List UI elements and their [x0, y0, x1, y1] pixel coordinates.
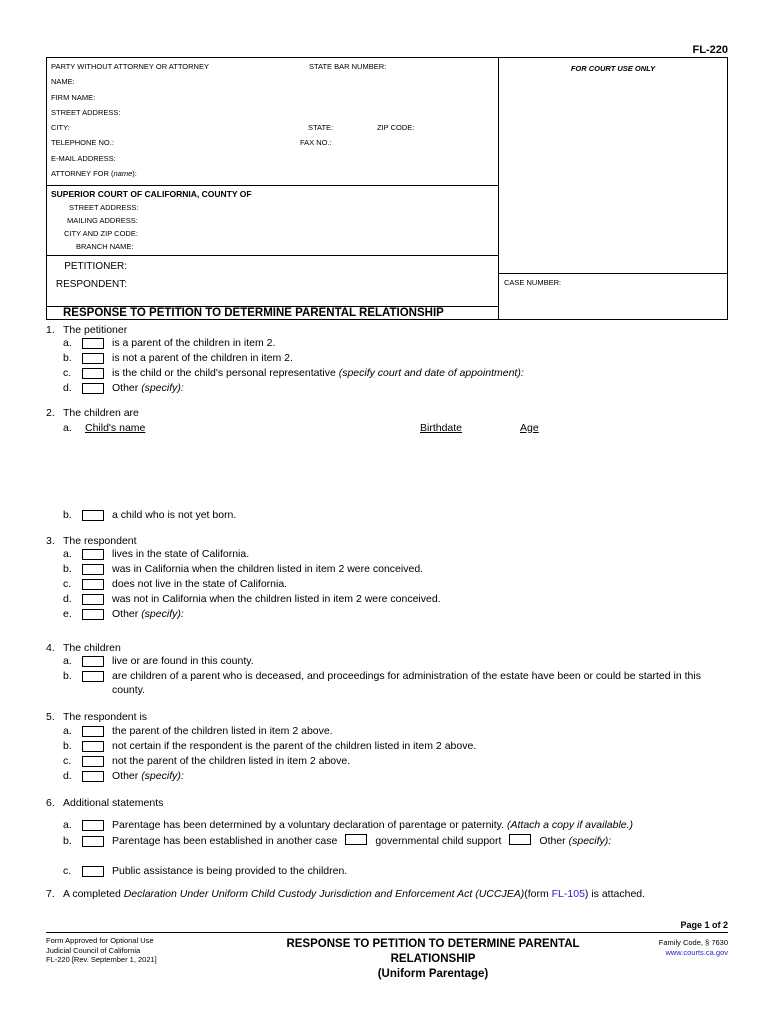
option-6b-text2: governmental child support: [375, 835, 502, 847]
court-use-only-cell: [499, 58, 727, 273]
option-5d-letter: d.: [63, 769, 72, 782]
option-1a-letter: a.: [63, 337, 72, 349]
item-4-number: 4.: [46, 641, 55, 654]
city-state-zip-field[interactable]: [51, 123, 494, 138]
option-4b-row: [63, 670, 728, 697]
checkbox-1d[interactable]: [82, 383, 104, 394]
phone-fax-field[interactable]: [51, 138, 494, 153]
age-column-header: Age: [520, 421, 539, 434]
option-4a-letter: a.: [63, 655, 72, 667]
option-3e-letter: e.: [63, 608, 72, 620]
option-6b-row: [63, 834, 728, 849]
court-branch-field[interactable]: [51, 242, 494, 255]
option-5a-text: the parent of the children listed in item 2 above.: [112, 724, 333, 737]
option-3d-text: was not in California when the children listed in item 2 were conceived.: [112, 593, 441, 605]
form-number-label: FL-220: [692, 44, 728, 56]
item-6-additional-statements: [46, 797, 728, 878]
court-use-only-label: FOR COURT USE ONLY: [570, 64, 656, 73]
children-table-header: [63, 422, 728, 436]
birthdate-column-header: Birthdate: [420, 421, 463, 434]
item-7-post: ) is attached.: [584, 888, 646, 900]
option-4b-text: are children of a parent who is deceased, and proceedings for administration of the estate have been or could be started in this county.: [112, 670, 701, 696]
option-1d-row: [63, 382, 728, 396]
option-1c-row: [63, 367, 728, 381]
attorney-line-1: [51, 62, 494, 77]
footer-divider: [46, 932, 728, 933]
option-5d-text: Other (specify):: [112, 769, 184, 782]
child-name-column-header: Child's name: [85, 421, 146, 434]
option-1c-letter: c.: [63, 367, 72, 379]
item-3-number: 3.: [46, 534, 55, 547]
item-1-number: 1.: [46, 323, 55, 336]
item-6-heading: [46, 797, 728, 809]
footer-reference-block: [610, 936, 728, 982]
footer-code-reference: Family Code, § 7630: [658, 938, 728, 947]
checkbox-6a[interactable]: [82, 820, 104, 831]
option-3b-row: [63, 563, 728, 577]
checkbox-2b[interactable]: [82, 510, 104, 521]
option-5b-row: [63, 740, 728, 754]
checkbox-1b[interactable]: [82, 353, 104, 364]
option-3a-letter: a.: [63, 548, 72, 560]
footer-title-block: [256, 936, 610, 982]
item-5-number: 5.: [46, 711, 55, 723]
option-5d-row: [63, 770, 728, 784]
option-6b-letter: b.: [63, 834, 72, 847]
city-label: CITY:: [51, 123, 70, 133]
item-5-label: The respondent is: [63, 711, 148, 723]
option-3e-text: Other (specify):: [112, 608, 184, 620]
checkbox-6b-other[interactable]: [509, 834, 531, 845]
option-2b-row: [63, 509, 728, 523]
court-branch-label: BRANCH NAME:: [76, 241, 134, 251]
court-street-label: STREET ADDRESS:: [69, 202, 139, 212]
option-1a-row: [63, 337, 728, 351]
checkbox-5d[interactable]: [82, 771, 104, 782]
item-3-respondent: [46, 535, 728, 622]
option-1d-letter: d.: [63, 382, 72, 394]
attorney-for-field[interactable]: [51, 169, 494, 184]
respondent-field[interactable]: [47, 279, 498, 297]
case-number-label: CASE NUMBER:: [504, 278, 562, 287]
form-content: [46, 44, 728, 982]
option-6a-text: Parentage has been determined by a voluntary declaration of parentage or paternity. (Attach a copy if available.): [112, 819, 634, 831]
checkbox-4b[interactable]: [82, 671, 104, 682]
option-1d-text: Other (specify):: [112, 382, 184, 394]
option-1b-letter: b.: [63, 352, 72, 364]
item-7-mid: (form: [524, 888, 552, 900]
form-footer: [46, 936, 728, 982]
option-3c-text: does not live in the state of California.: [112, 578, 288, 590]
caption-left-column: [47, 58, 499, 319]
street-address-field[interactable]: [51, 108, 494, 123]
petitioner-label: PETITIONER:: [64, 261, 127, 272]
option-5a-row: [63, 725, 728, 739]
option-3d-row: [63, 593, 728, 607]
form-title-block: [47, 307, 498, 319]
state-label: STATE:: [308, 123, 334, 133]
fax-label: FAX NO.:: [300, 138, 332, 148]
option-5b-text: not certain if the respondent is the parent of the children listed in item 2 above.: [112, 739, 477, 752]
checkbox-3d[interactable]: [82, 594, 104, 605]
option-3e-italic: (specify):: [141, 608, 184, 620]
form-title: RESPONSE TO PETITION TO DETERMINE PARENTAL RELATIONSHIP: [63, 306, 444, 319]
option-5d-italic: (specify):: [141, 769, 184, 782]
option-6b-text: Parentage has been established in another case governmental child support Other (specify):: [112, 835, 612, 847]
option-1b-row: [63, 352, 728, 366]
fl-105-link[interactable]: FL-105: [551, 888, 585, 900]
option-3c-row: [63, 578, 728, 592]
option-1b-text: is not a parent of the children in item 2.: [112, 352, 293, 364]
petitioner-field[interactable]: [47, 261, 498, 279]
firm-name-label: FIRM NAME:: [51, 92, 96, 102]
case-number-field[interactable]: [499, 273, 727, 319]
court-street-field[interactable]: [51, 203, 494, 216]
checkbox-5a[interactable]: [82, 726, 104, 737]
party-without-attorney-label: PARTY WITHOUT ATTORNEY OR ATTORNEY: [51, 62, 209, 71]
footer-approval-block: [46, 936, 256, 982]
item-4-heading: [46, 642, 728, 654]
checkbox-5c[interactable]: [82, 756, 104, 767]
court-info-block: [47, 186, 498, 257]
option-1c-italic: (specify court and date of appointment):: [338, 367, 524, 379]
option-2b-text: a child who is not yet born.: [112, 509, 237, 521]
option-2a-letter: a.: [63, 421, 72, 434]
item-2-label: The children are: [63, 406, 139, 419]
item-5-respondent-is: [46, 711, 728, 783]
respondent-label: RESPONDENT:: [55, 279, 127, 290]
option-6c-text: Public assistance is being provided to the children.: [112, 864, 348, 877]
footer-title-line1: RESPONSE TO PETITION TO DETERMINE PARENTAL RELATIONSHIP: [286, 938, 580, 965]
item-6-label: Additional statements: [63, 797, 164, 809]
attorney-info-block: [47, 58, 498, 186]
item-4-children-county: [46, 642, 728, 698]
item-2-number: 2.: [46, 406, 55, 419]
option-3a-row: [63, 548, 728, 562]
item-1-label: The petitioner: [63, 323, 128, 336]
item-5-heading: [46, 711, 728, 723]
option-4b-letter: b.: [63, 670, 72, 682]
item-6-number: 6.: [46, 797, 55, 809]
item-3-label: The respondent: [63, 534, 137, 547]
option-6a-row: [63, 819, 728, 833]
option-1c-text: is the child or the child's personal representative (specify court and date of appointment):: [112, 367, 524, 379]
option-3b-text: was in California when the children listed in item 2 were conceived.: [112, 563, 424, 575]
party-names-block: [47, 256, 498, 307]
caption-right-column: [499, 58, 727, 319]
attorney-for-label-post: ):: [132, 169, 137, 179]
item-7-text: A completed Declaration Under Uniform Child Custody Jurisdiction and Enforcement Act (UCCJEA)(form FL-105) is attached.: [63, 888, 646, 900]
item-3-heading: [46, 535, 728, 547]
item-1-heading: [46, 324, 728, 336]
option-3a-text: lives in the state of California.: [112, 548, 250, 560]
item-2-heading: [46, 407, 728, 419]
checkbox-6b[interactable]: [82, 836, 104, 847]
option-6c-row: [63, 865, 728, 879]
option-3e-row: [63, 608, 728, 622]
item-7-uccjea: [46, 888, 728, 900]
footer-title-line2: (Uniform Parentage): [377, 968, 489, 980]
zip-code-label: ZIP CODE:: [377, 123, 415, 133]
checkbox-5b[interactable]: [82, 741, 104, 752]
children-list-area[interactable]: [46, 436, 728, 508]
checkbox-3e[interactable]: [82, 609, 104, 620]
option-5c-row: [63, 755, 728, 769]
option-3c-letter: c.: [63, 578, 72, 590]
telephone-label: TELEPHONE NO.:: [51, 138, 114, 148]
footer-approved-line2: Judicial Council of California: [46, 945, 141, 955]
page-number: Page 1 of 2: [680, 920, 728, 930]
option-6a-italic: (Attach a copy if available.): [506, 819, 634, 831]
item-7-number: 7.: [46, 888, 55, 900]
checkbox-3a[interactable]: [82, 549, 104, 560]
item-4-label: The children: [63, 641, 121, 654]
option-3b-letter: b.: [63, 563, 72, 575]
option-6c-letter: c.: [63, 864, 72, 877]
checkbox-3c[interactable]: [82, 579, 104, 590]
option-1a-text: is a parent of the children in item 2.: [112, 337, 276, 349]
checkbox-1a[interactable]: [82, 338, 104, 349]
checkbox-6c[interactable]: [82, 866, 104, 877]
court-mailing-field[interactable]: [51, 216, 494, 229]
superior-court-title: SUPERIOR COURT OF CALIFORNIA, COUNTY OF: [51, 188, 252, 199]
state-bar-number-label: STATE BAR NUMBER:: [309, 62, 387, 71]
email-field[interactable]: [51, 154, 494, 169]
street-address-label: STREET ADDRESS:: [51, 107, 121, 117]
option-6b-text3: Other: [539, 835, 569, 847]
firm-name-field[interactable]: [51, 93, 494, 108]
item-7-italic: Declaration Under Uniform Child Custody Jurisdiction and Enforcement Act (UCCJEA): [123, 888, 525, 900]
option-4a-row: [63, 655, 728, 669]
checkbox-3b[interactable]: [82, 564, 104, 575]
checkbox-6b-governmental[interactable]: [345, 834, 367, 845]
court-city-zip-label: CITY AND ZIP CODE:: [64, 228, 138, 238]
option-6b-italic: (specify):: [568, 835, 612, 847]
item-2-children: [46, 407, 728, 523]
courts-website-link[interactable]: www.courts.ca.gov: [665, 948, 728, 957]
attorney-for-label-pre: ATTORNEY FOR (: [51, 169, 114, 179]
checkbox-1c[interactable]: [82, 368, 104, 379]
footer-approved-line3: FL-220 [Rev. September 1, 2021]: [46, 955, 157, 964]
checkbox-4a[interactable]: [82, 656, 104, 667]
court-city-zip-field[interactable]: [51, 229, 494, 242]
option-5c-text: not the parent of the children listed in item 2 above.: [112, 754, 351, 767]
option-5a-letter: a.: [63, 724, 72, 737]
court-mailing-label: MAILING ADDRESS:: [67, 215, 138, 225]
name-label: NAME:: [51, 77, 75, 87]
option-2b-letter: b.: [63, 509, 72, 521]
form-caption-box: [46, 57, 728, 320]
attorney-for-label-name: name: [113, 169, 133, 179]
option-4a-text: live or are found in this county.: [112, 655, 254, 667]
option-3d-letter: d.: [63, 593, 72, 605]
option-5b-letter: b.: [63, 739, 72, 752]
item-1-petitioner: [46, 324, 728, 396]
option-5c-letter: c.: [63, 754, 72, 767]
attorney-name-field[interactable]: [51, 77, 494, 92]
footer-approved-line1: Form Approved for Optional Use: [46, 936, 154, 945]
option-6a-letter: a.: [63, 819, 72, 831]
email-label: E-MAIL ADDRESS:: [51, 153, 116, 163]
option-1d-italic: (specify):: [141, 382, 184, 394]
